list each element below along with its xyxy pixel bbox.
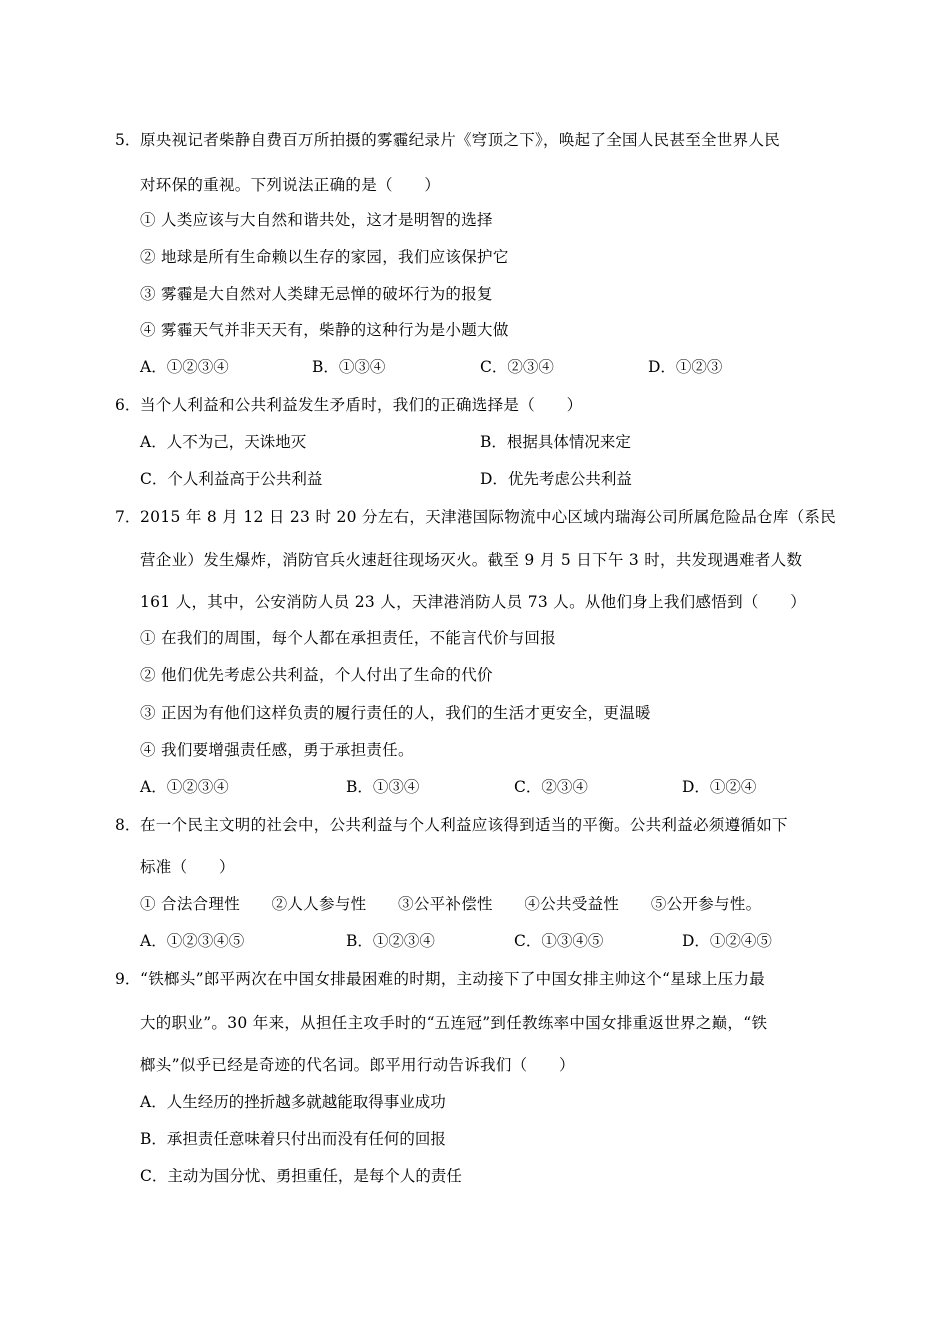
statement: ② 地球是所有生命赖以生存的家园，我们应该保护它	[140, 248, 509, 266]
question-stem: 大的职业”。30 年来，从担任主攻手时的“五连冠”到任教练率中国女排重返世界之巅，“铁	[140, 1014, 768, 1032]
option-c[interactable]: C．个人利益高于公共利益	[140, 470, 323, 488]
option-d[interactable]: D．优先考虑公共利益	[480, 470, 632, 488]
option-a[interactable]: A．人不为己，天诛地灭	[140, 433, 307, 451]
statement: ④ 我们要增强责任感，勇于承担责任。	[140, 741, 414, 759]
option-a[interactable]: A．①②③④	[140, 778, 229, 796]
question-stem: 161 人，其中，公安消防人员 23 人，天津港消防人员 73 人。从他们身上我们感悟到（ ）	[140, 593, 807, 611]
option-a[interactable]: A．①②③④	[140, 358, 229, 376]
statement: ① 合法合理性 ②人人参与性 ③公平补偿性 ④公共受益性 ⑤公开参与性。	[140, 895, 762, 913]
question-number: 5．	[115, 131, 141, 149]
option-b[interactable]: B．承担责任意味着只付出而没有任何的回报	[140, 1130, 446, 1148]
option-a[interactable]: A．①②③④⑤	[140, 932, 245, 950]
option-b[interactable]: B．①③④	[312, 358, 386, 376]
question-number: 6．	[115, 396, 141, 414]
question-stem: 标准（ ）	[140, 858, 235, 876]
option-d[interactable]: D．①②③	[648, 358, 723, 376]
statement: ③ 正因为有他们这样负责的履行责任的人，我们的生活才更安全，更温暖	[140, 704, 651, 722]
statement: ① 人类应该与大自然和谐共处，这才是明智的选择	[140, 211, 493, 229]
statement: ② 他们优先考虑公共利益，个人付出了生命的代价	[140, 666, 493, 684]
option-d[interactable]: D．①②④	[682, 778, 757, 796]
option-c[interactable]: C．①③④⑤	[514, 932, 604, 950]
question-stem: 榔头”似乎已经是奇迹的代名词。郎平用行动告诉我们（ ）	[140, 1056, 575, 1074]
question-stem: 当个人利益和公共利益发生矛盾时，我们的正确选择是（ ）	[140, 396, 583, 414]
option-b[interactable]: B．①②③④	[346, 932, 435, 950]
statement: ① 在我们的周围，每个人都在承担责任，不能言代价与回报	[140, 629, 557, 647]
option-a[interactable]: A．人生经历的挫折越多就越能取得事业成功	[140, 1093, 446, 1111]
statement: ④ 雾霾天气并非天天有，柴静的这种行为是小题大做	[140, 321, 509, 339]
question-stem: 2015 年 8 月 12 日 23 时 20 分左右，天津港国际物流中心区域内瑞海公司所属危险品仓库（系民	[140, 508, 837, 526]
question-stem: 对环保的重视。下列说法正确的是（ ）	[140, 176, 441, 194]
question-stem: “铁榔头”郎平两次在中国女排最困难的时期，主动接下了中国女排主帅这个“星球上压力最	[140, 970, 766, 988]
statement: ③ 雾霾是大自然对人类肆无忌惮的破坏行为的报复	[140, 285, 493, 303]
question-number: 8．	[115, 816, 141, 834]
option-d[interactable]: D．①②④⑤	[682, 932, 772, 950]
option-b[interactable]: B．①③④	[346, 778, 420, 796]
question-stem: 营企业）发生爆炸，消防官兵火速赶往现场灭火。截至 9 月 5 日下午 3 时，共发现遇难者人数	[140, 551, 803, 569]
question-stem: 在一个民主文明的社会中，公共利益与个人利益应该得到适当的平衡。公共利益必须遵循如下	[140, 816, 788, 834]
option-c[interactable]: C．②③④	[514, 778, 588, 796]
question-number: 7．	[115, 508, 141, 526]
option-b[interactable]: B．根据具体情况来定	[480, 433, 631, 451]
question-stem: 原央视记者柴静自费百万所拍摄的雾霾纪录片《穹顶之下》，唤起了全国人民甚至全世界人民	[140, 131, 781, 149]
option-c[interactable]: C．②③④	[480, 358, 554, 376]
option-c[interactable]: C．主动为国分忧、勇担重任，是每个人的责任	[140, 1167, 462, 1185]
question-number: 9．	[115, 970, 141, 988]
